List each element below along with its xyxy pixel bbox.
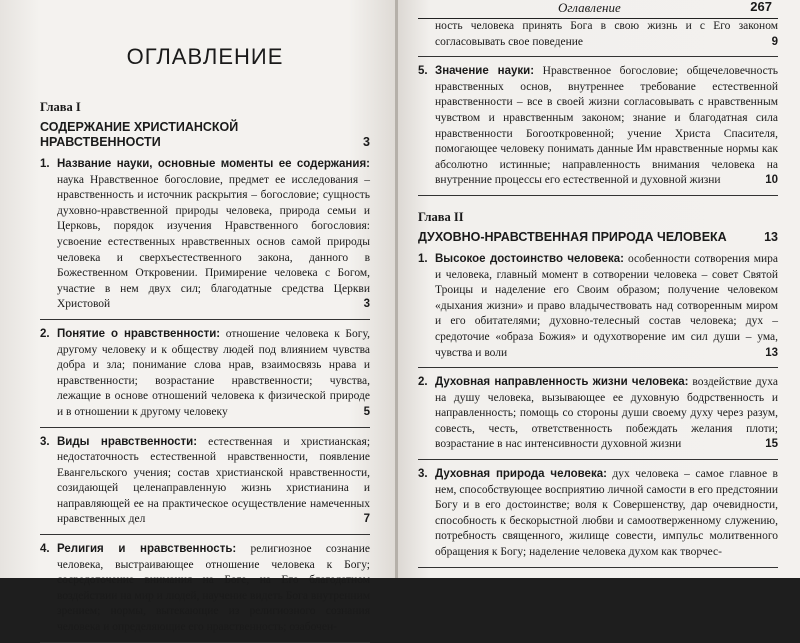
entry-number: 2. — [40, 327, 50, 340]
chapter-title-row-2 — [418, 230, 778, 245]
entry-heading: Религия и нравственность: — [57, 543, 237, 556]
right-section-list-ch1 — [418, 64, 778, 196]
entry-number: 1. — [40, 158, 50, 170]
entry-page: 13 — [765, 346, 778, 359]
divider — [40, 534, 370, 535]
entry-page: 10 — [765, 174, 778, 187]
entry-heading: Духовная природа человека: — [435, 468, 607, 481]
entry-page: 5 — [363, 405, 370, 418]
toc-entry — [40, 435, 370, 529]
left-section-list — [40, 157, 370, 643]
toc-entry — [40, 157, 370, 313]
left-page — [0, 0, 396, 634]
chapter-label-2: Глава II — [418, 209, 464, 224]
divider — [40, 642, 370, 643]
entry-number: 2. — [418, 376, 428, 389]
page-title: ОГЛАВЛЕНИЕ — [126, 44, 284, 69]
continued-page: 9 — [771, 35, 778, 48]
chapter-title-2: ДУХОВНО-НРАВСТВЕННАЯ ПРИРОДА ЧЕЛОВЕКА — [418, 229, 727, 244]
entry-number: 5. — [418, 65, 428, 78]
divider — [418, 367, 778, 368]
entry-number: 1. — [418, 252, 428, 265]
entry-page: 7 — [363, 513, 370, 526]
entry-text: дух человека – самое главное в нем, способствующее восприятию личной самости в его предстоянии Богу и в его достоинстве; воля к Совершенству, дар очевидности, способность к бескорыстной любви и самоотверженному служению, потребность священного, жилище совести, импульс молитвенного обращения к Богу; наделение человека духом как творчес- — [435, 468, 778, 559]
continued-text: ность человека принять Бога в свою жизнь и с Его законом согласовывать свое поведение — [435, 20, 778, 48]
entry-text: наука Нравственное богословие, предмет ее исследования – нравственность и источник раскрытия – богословие; сущность духовно-нравственной природы человека, природа семьи и Церковь, порядок изучения Нравственного богословия: усвоение естественных нравственных основ самой природы человека и сверхъестественного закона, данного в Божественном Откровении. Примирение человека с Богом, участие в нем двух сил; благодатные средства Церкви Христовой — [57, 173, 370, 311]
entry-number: 3. — [418, 468, 428, 481]
divider — [418, 459, 778, 460]
right-section-list-ch2 — [418, 252, 778, 568]
entry-number: 3. — [40, 435, 50, 448]
entry-text: религиозное сознание человека, выстраивающее отношение человека к Богу; сосредоточение внимания на Боге, на Его благодатном воздействии на мир и людей, научение видеть Бога внутренним зрением; нормы, вытекающие из религиозного сознания человека и определяющие его нравственность; озабочен- — [57, 543, 370, 634]
entry-text: воздействие духа на душу человека, вызывающее ее духовную бодрственность и направленность; помощь со стороны души своему духу через разум, совесть, честь, ответственность побеждать желания плоти; возрастание в нас интенсивности духовной жизни — [435, 376, 779, 451]
divider — [40, 319, 370, 320]
running-header — [418, 0, 778, 19]
entry-number: 4. — [40, 543, 50, 556]
divider — [40, 427, 370, 428]
entry-heading: Духовная направленность жизни человека: — [435, 376, 689, 389]
toc-entry — [418, 467, 778, 561]
right-page — [398, 0, 800, 578]
toc-entry — [40, 542, 370, 636]
running-title: Оглавление — [558, 0, 621, 15]
divider — [418, 195, 778, 196]
entry-page: 3 — [363, 298, 370, 311]
chapter-page-2: 13 — [764, 229, 778, 244]
toc-entry — [40, 327, 370, 421]
continued-entry — [418, 19, 778, 50]
chapter-label: Глава I — [40, 100, 81, 114]
entry-heading: Понятие о нравственности: — [57, 327, 221, 340]
divider — [418, 56, 778, 57]
chapter-page: 3 — [363, 135, 370, 149]
entry-text: Нравственное богословие; общечеловечность нравственных основ, внутреннее требование естественной нравственности – все в своей жизни согласовывать с нравственным чувством и нравственным законом; знание и благодатная сила нравственности Богооткровенной; учение Христа Спасителя, помогающее человеку понимать данные Им нравственные нормы как абсолютно истинные; направленность внимания человека на внутренние процессы его естественной и духовной жизни — [435, 65, 778, 187]
chapter-title-row — [40, 120, 370, 150]
entry-text: отношение человека к Богу, другому человеку и к обществу людей под влиянием чувства добра и зла; понимание слова нрав, взаимосвязь нрава и нравственности; возрастание нравственности; чувства, лежащие в основе отношений человека к физической природе и в отношении к другому человеку — [57, 327, 370, 418]
toc-entry — [418, 64, 778, 189]
toc-entry — [418, 375, 778, 453]
entry-text: особенности сотворения мира и человека, главный момент в сотворении человека – совет Святой Троицы и наделение его Своим образом; получение человеком «дыхания жизни» и право владычествовать над сотворенным миром и его обитателями; духовно-телесный состав человека; дух – средоточие «образа Божия» и одухотворение им сил души – ума, чувства и воли — [435, 252, 778, 359]
entry-page: 15 — [765, 438, 778, 451]
page-number: 267 — [750, 0, 772, 14]
divider — [418, 567, 778, 568]
toc-entry — [418, 252, 778, 361]
entry-heading: Значение науки: — [435, 65, 535, 78]
entry-text: естественная и христианская; недостаточность естественной нравственности, появление Евангельского учения; состав христианской нравственности, созидающей целенаправленную жизнь христианина и направляющей ее на практическое осуществление намеченных нравственных дел — [57, 435, 371, 526]
entry-heading: Виды нравственности: — [57, 435, 198, 448]
entry-heading: Высокое достоинство человека: — [435, 252, 624, 265]
chapter-title: СОДЕРЖАНИЕ ХРИСТИАНСКОЙ НРАВСТВЕННОСТИ — [40, 120, 239, 149]
entry-heading: Название науки, основные моменты ее содержания: — [57, 158, 370, 170]
